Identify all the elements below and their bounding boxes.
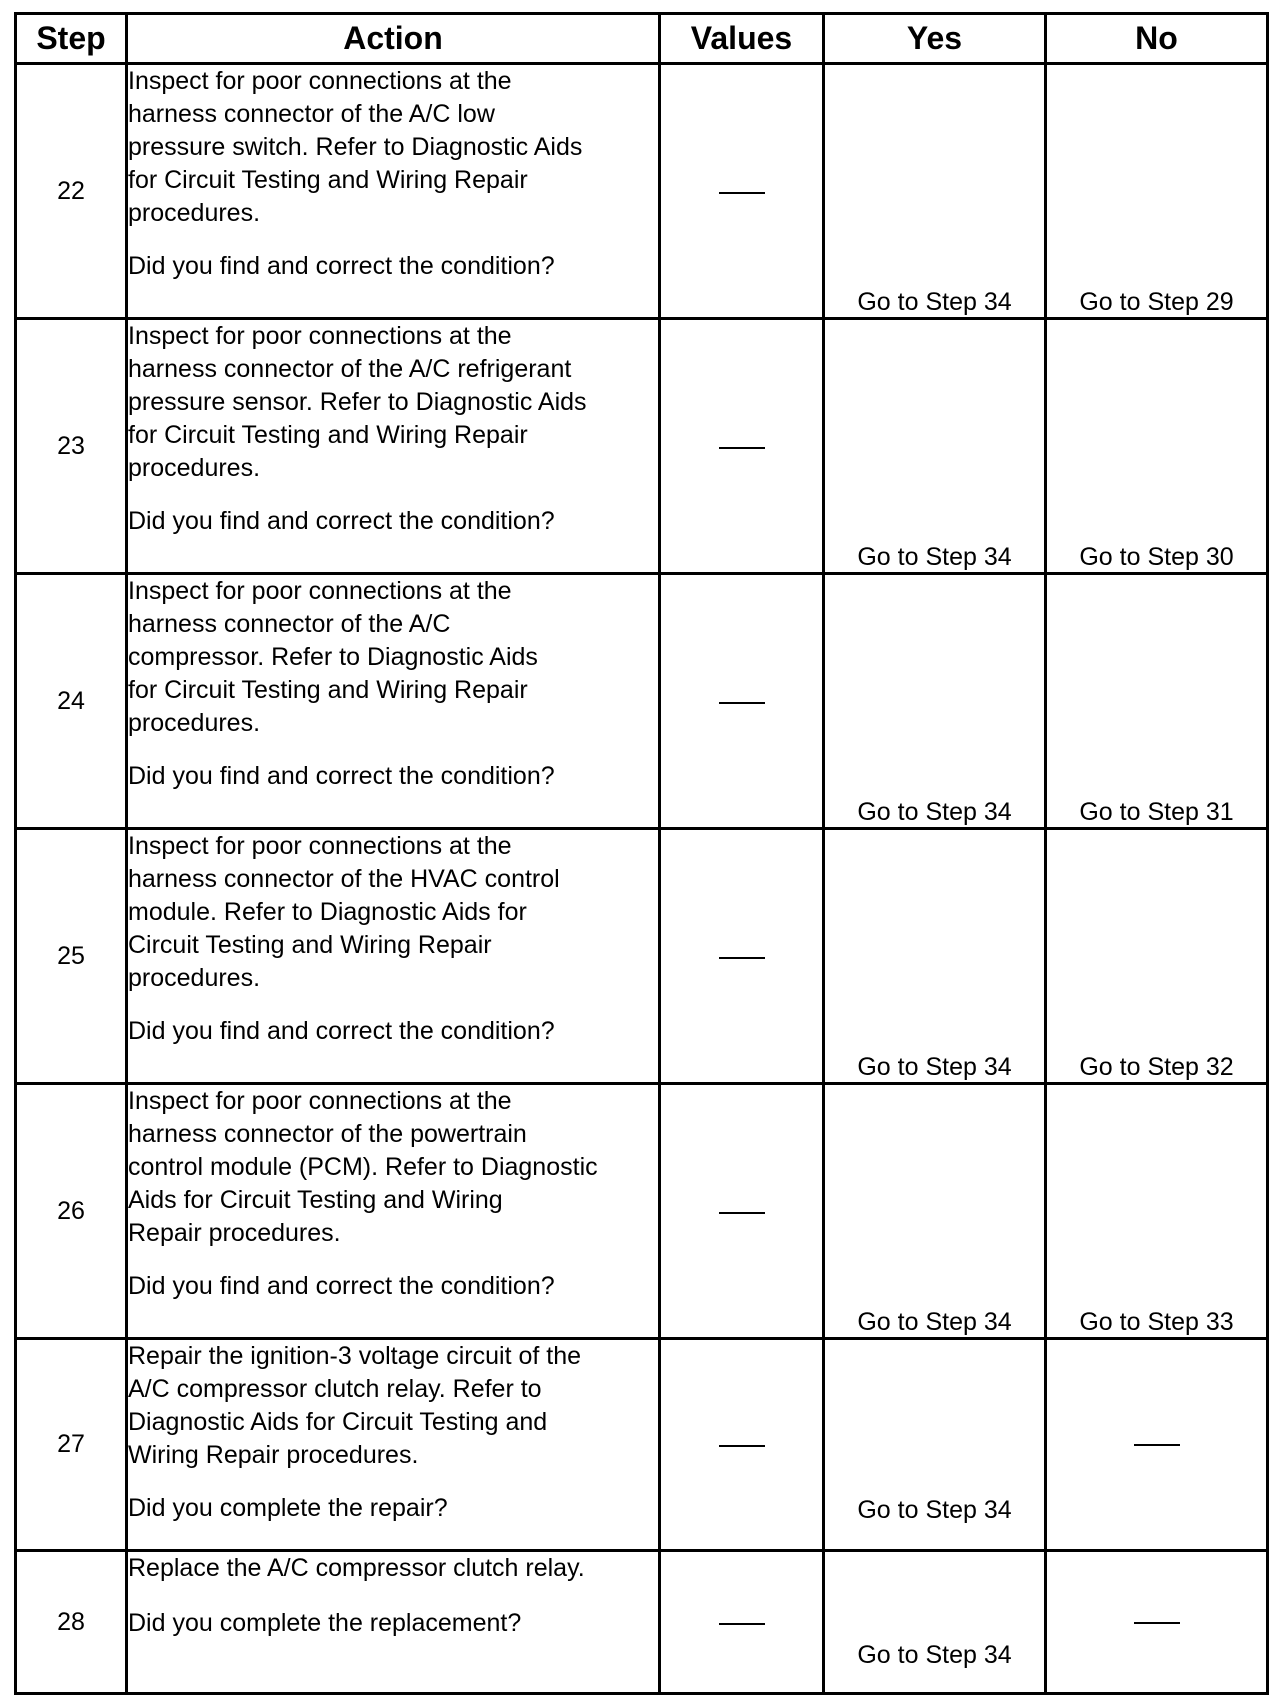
dash-mark (1134, 1622, 1180, 1624)
action-cell (127, 574, 660, 829)
header-yes: Yes (824, 14, 1046, 64)
action-instruction: Inspect for poor connections at the harness connector of the powertrain control module (PCM). Refer to Diagnostic Aids for Circuit Testing and Wiring Repair procedures. (128, 1087, 598, 1247)
table-row (16, 319, 1268, 574)
no-cell: Go to Step 33 (1046, 1084, 1268, 1339)
values-cell (660, 1551, 824, 1694)
no-cell: Go to Step 32 (1046, 829, 1268, 1084)
header-no: No (1046, 14, 1268, 64)
table-row (16, 829, 1268, 1084)
action-question: Did you complete the repair? (128, 1494, 448, 1522)
step-number: 27 (16, 1339, 127, 1551)
header-values: Values (660, 14, 824, 64)
values-cell (660, 1339, 824, 1551)
action-cell (127, 319, 660, 574)
no-cell (1046, 1339, 1268, 1551)
dash-mark (719, 702, 765, 704)
no-cell (1046, 1551, 1268, 1694)
yes-cell: Go to Step 34 (824, 64, 1046, 319)
action-question: Did you find and correct the condition? (128, 507, 555, 535)
table-row (16, 1339, 1268, 1551)
yes-cell: Go to Step 34 (824, 574, 1046, 829)
action-instruction: Replace the A/C compressor clutch relay. (128, 1554, 585, 1582)
step-number: 26 (16, 1084, 127, 1339)
header-action: Action (127, 14, 660, 64)
dash-mark (719, 957, 765, 959)
action-cell (127, 1551, 660, 1694)
header-row (16, 14, 1268, 64)
dash-mark (719, 447, 765, 449)
diagnostic-table (14, 12, 1269, 1695)
dash-mark (719, 192, 765, 194)
action-question: Did you find and correct the condition? (128, 762, 555, 790)
action-question: Did you find and correct the condition? (128, 1272, 555, 1300)
values-cell (660, 574, 824, 829)
table-row (16, 1084, 1268, 1339)
yes-cell: Go to Step 34 (824, 1339, 1046, 1551)
action-cell (127, 64, 660, 319)
action-question: Did you complete the replacement? (128, 1609, 522, 1637)
action-question: Did you find and correct the condition? (128, 1017, 555, 1045)
action-cell (127, 1084, 660, 1339)
yes-cell: Go to Step 34 (824, 829, 1046, 1084)
action-question: Did you find and correct the condition? (128, 252, 555, 280)
action-cell (127, 829, 660, 1084)
table-row (16, 64, 1268, 319)
step-number: 22 (16, 64, 127, 319)
values-cell (660, 1084, 824, 1339)
yes-cell: Go to Step 34 (824, 1551, 1046, 1694)
action-instruction: Inspect for poor connections at the harness connector of the HVAC control module. Refer to Diagnostic Aids for Circuit Testing and Wiring Repair procedures. (128, 832, 560, 992)
table-row (16, 574, 1268, 829)
yes-cell: Go to Step 34 (824, 1084, 1046, 1339)
action-instruction: Inspect for poor connections at the harness connector of the A/C compressor. Refer to Diagnostic Aids for Circuit Testing and Wiring Repair procedures. (128, 577, 538, 737)
action-instruction: Repair the ignition-3 voltage circuit of the A/C compressor clutch relay. Refer to Diagnostic Aids for Circuit Testing and Wiring Repair procedures. (128, 1342, 582, 1469)
action-instruction: Inspect for poor connections at the harness connector of the A/C refrigerant pressure sensor. Refer to Diagnostic Aids for Circuit Testing and Wiring Repair procedures. (128, 322, 587, 482)
action-instruction: Inspect for poor connections at the harness connector of the A/C low pressure switch. Refer to Diagnostic Aids for Circuit Testing and Wiring Repair procedures. (128, 67, 583, 227)
step-number: 28 (16, 1551, 127, 1694)
step-number: 24 (16, 574, 127, 829)
dash-mark (1134, 1444, 1180, 1446)
yes-cell: Go to Step 34 (824, 319, 1046, 574)
values-cell (660, 829, 824, 1084)
no-cell: Go to Step 29 (1046, 64, 1268, 319)
dash-mark (719, 1212, 765, 1214)
action-cell (127, 1339, 660, 1551)
no-cell: Go to Step 30 (1046, 319, 1268, 574)
step-number: 25 (16, 829, 127, 1084)
table-row (16, 1551, 1268, 1694)
values-cell (660, 319, 824, 574)
step-number: 23 (16, 319, 127, 574)
header-step: Step (16, 14, 127, 64)
no-cell: Go to Step 31 (1046, 574, 1268, 829)
values-cell (660, 64, 824, 319)
dash-mark (719, 1623, 765, 1625)
dash-mark (719, 1445, 765, 1447)
